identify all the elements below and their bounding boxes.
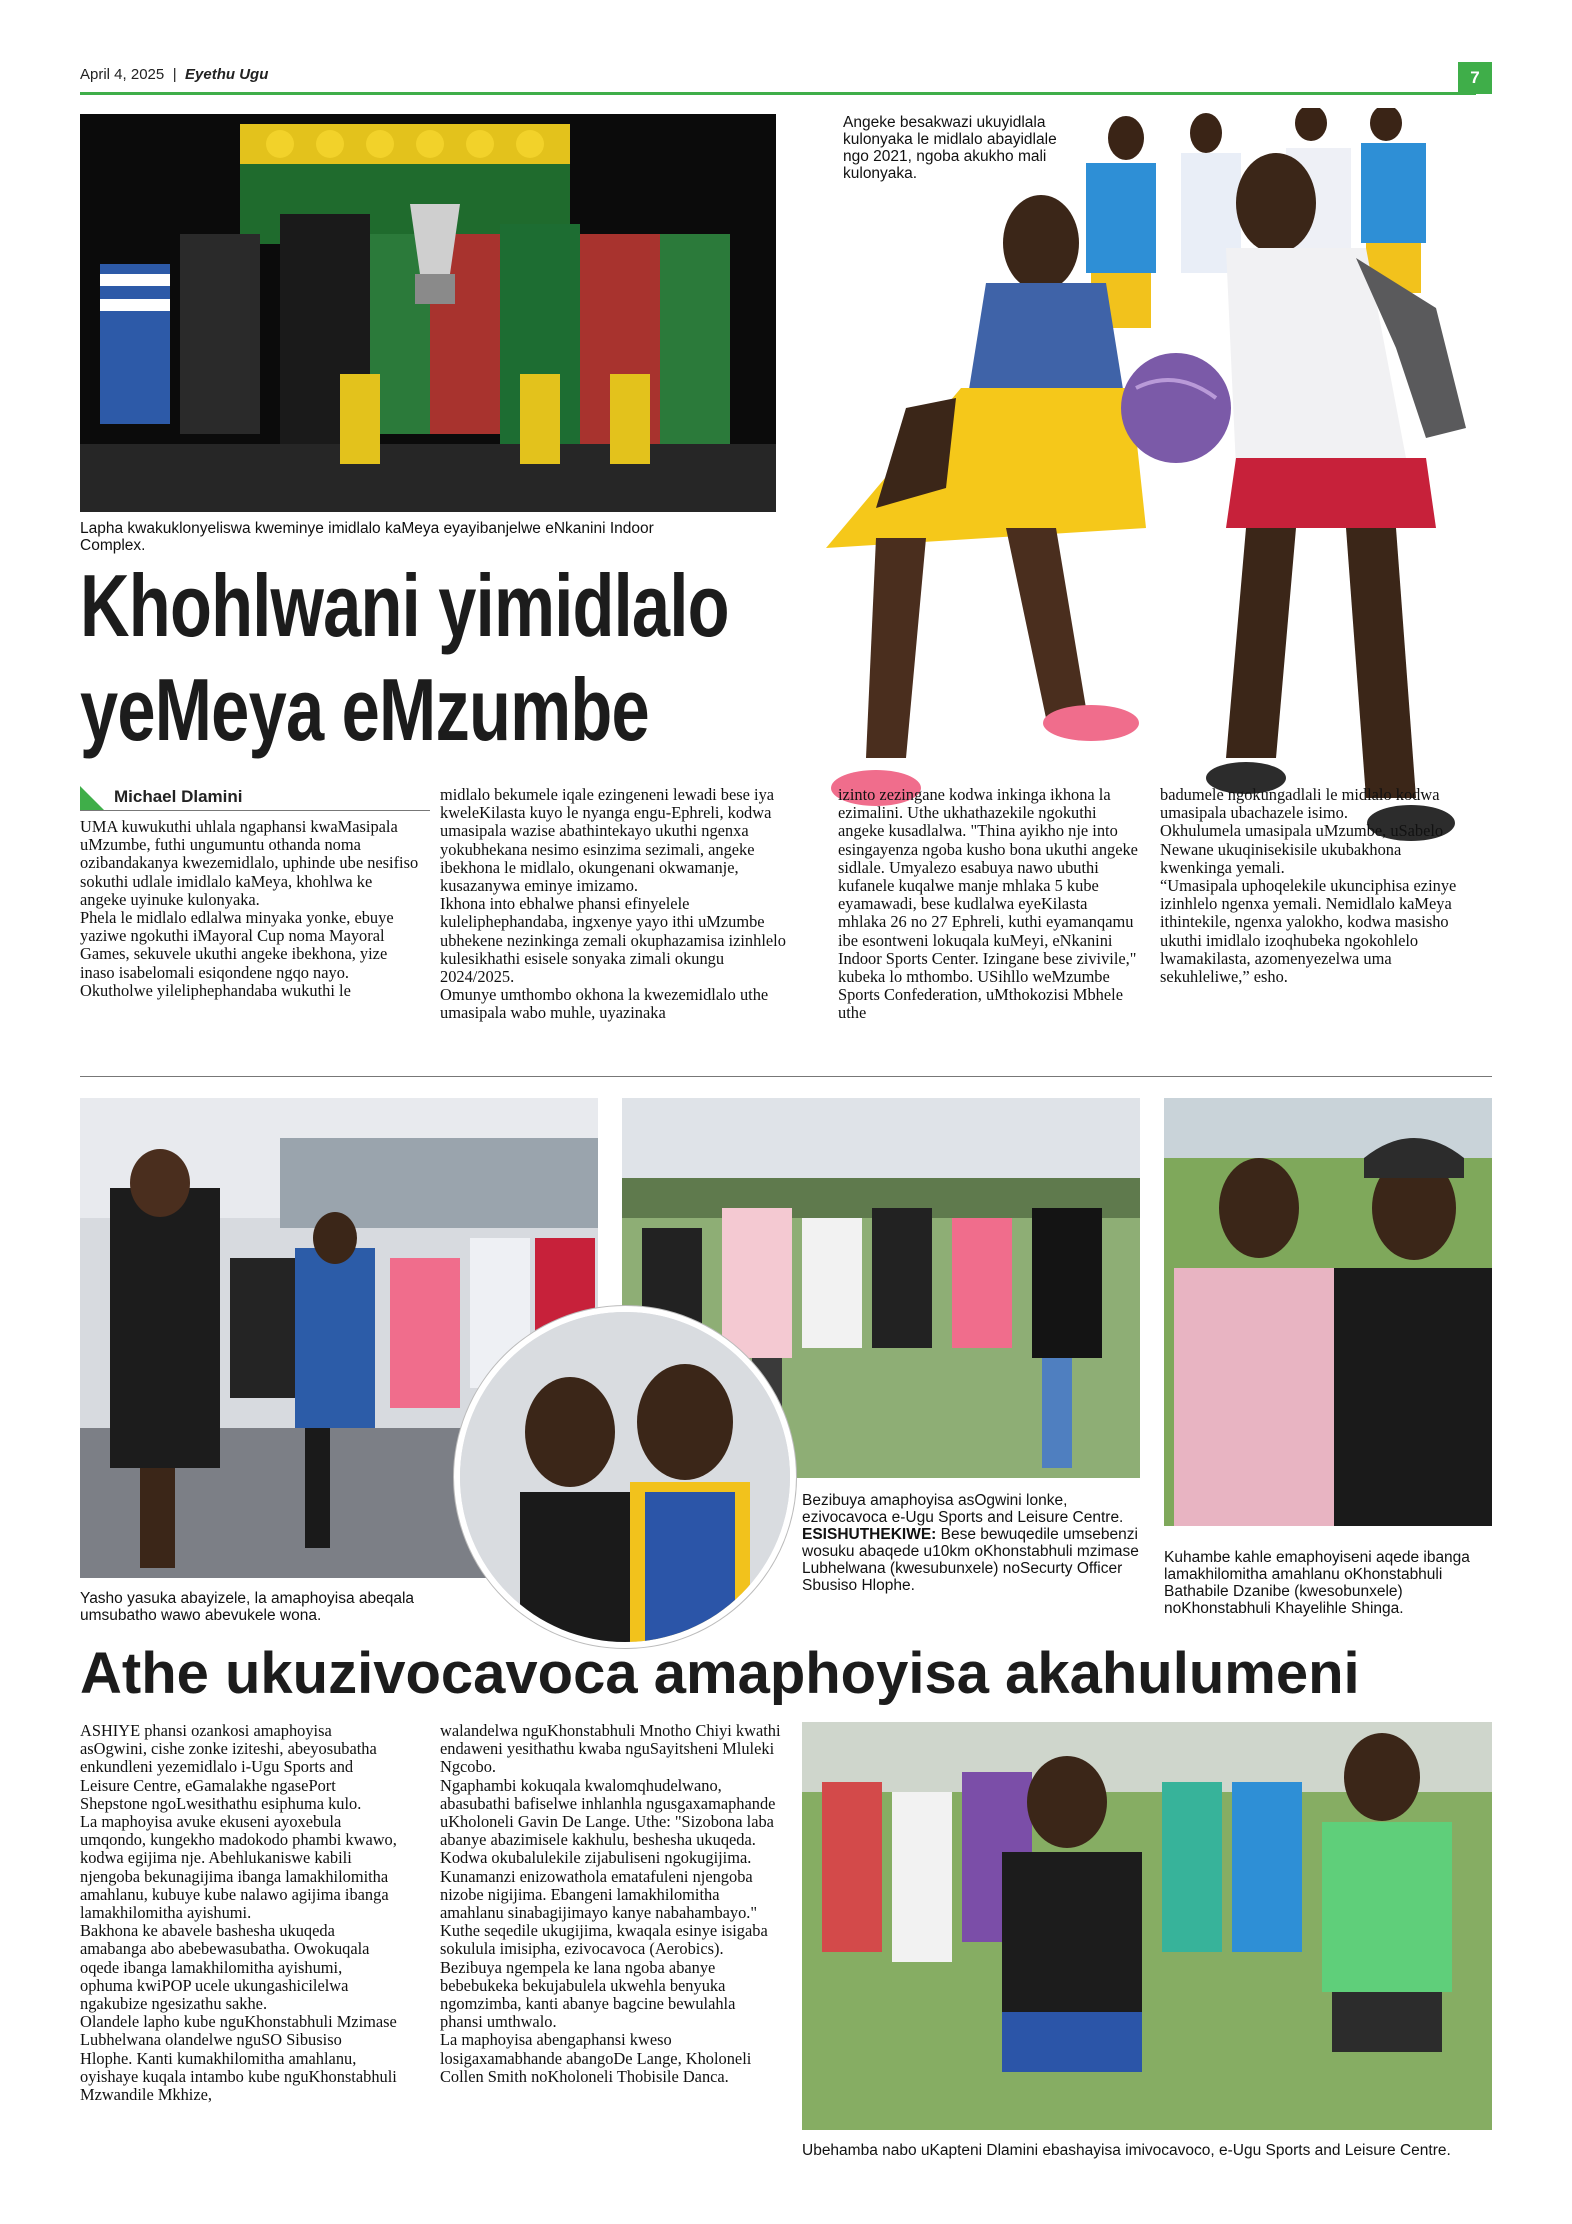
captain-aerobics-photo — [802, 1722, 1492, 2130]
story1-headline — [80, 554, 798, 762]
aerobics-caption — [802, 1492, 1142, 1594]
captain-aerobics-illustration — [802, 1722, 1492, 2130]
story2-column-1 — [80, 1722, 398, 2104]
story2-col1-para: Bakhona ke abavele bashesha ukuqeda amabanga abo abebewasubatha. Owokuqala oqede ibanga lamakhilomitha ayishumi, ophuma kwiPOP ucele ukungashicilelwa ngakubize ngesizathu sakhe. — [80, 1921, 370, 2014]
netball-photo-illustration — [786, 108, 1492, 868]
story2-col2-para: Kuthe seqedile ukugijima, kwaqala esinye isigaba sokulula imisipha, ezivocavoca (Aerobics). Bezibuya ngempela ke lana ngoba abanye bebebukeka bekujabulela ukwehla benyuka ngomzimba, kanti abanye bagcine bewulahla phansi umthwalo. — [440, 1921, 768, 2032]
issue-date: April 4, 2025 — [80, 66, 165, 83]
page-number-badge — [1458, 62, 1492, 94]
story2-col1-para: ASHIYE phansi ozankosi amaphoyisa asOgwini, cishe zonke iziteshi, abeyosubatha enkundleni yezemidlalo i-Ugu Sports and Leisure Centre, eGamalakhe ngasePort Shepstone ngoLwesithathu esiphuma kulo. — [80, 1721, 377, 1813]
section-divider — [80, 1076, 1492, 1077]
story1-col1-para: Okutholwe yileliphephandaba wukuthi le — [80, 980, 351, 1000]
two-officers-illustration — [1164, 1098, 1492, 1526]
story1-headline-line1: Khohlwani yimidlalo — [80, 556, 729, 655]
story1-column-4 — [1160, 786, 1460, 986]
byline-marker — [80, 786, 104, 810]
two-officers-caption: Kuhambe kahle emaphoyiseni aqede ibanga lamakhilomitha amahlanu oKhonstabhuli Bathabile Dzanibe (kwesobunxele) noKhonstabhuli Khayelihle Shinga. — [1164, 1549, 1470, 1617]
netball-photo — [786, 108, 1492, 868]
aerobics-caption-text: Bezibuya amaphoyisa asOgwini lonke, ezivocavoca e-Ugu Sports and Leisure Centre. — [802, 1492, 1124, 1526]
story2-col2-para: La maphoyisa abengaphansi kweso losigaxamabhande abangoDe Lange, Kholoneli Collen Smith noKholoneli Thobisile Danca. — [440, 2030, 752, 2086]
header-rule — [80, 92, 1476, 95]
police-jog-caption: Yasho yasuka abayizele, la amaphoyisa abeqala umsubatho wawo abevukele wona. — [80, 1590, 415, 1624]
inset-portrait-illustration — [460, 1312, 790, 1642]
header-separator: | — [172, 66, 177, 83]
netball-photo-caption: Angeke besakwazi ukuyidlala kulonyaka le midlalo abayidlale ngo 2021, ngoba akukho mali kulonyaka. — [843, 114, 1083, 182]
story1-col3-para: izinto zezingane kodwa inkinga ikhona la ezimalini. Uthe ukhathazekile ngokuthi angeke kusadlalwa. "Thina ayikho nje into esingayenza ngoba kusho bona ukuthi angeke sidlale. Umyalezo esabuya nawo ubuthi kufanele kuqalwe manje mhlaka 5 kube eyamawadi, bese kudlalwa eyeKilasta mhlaka 26 no 27 Ephreli, kuthi eyamanqamu ibe esontweni lokuqala kuMeyi, eNkanini Indoor Sports Center. Izingane bese zivivile," kubeka lo mthombo. USihllo weMzumbe Sports Confederation, uMthokozisi Mbhele uthe — [838, 785, 1138, 1023]
story1-col1-para: UMA kuwukuthi uhlala ngaphansi kwaMasipala uMzumbe, futhi ungumuntu othanda noma ozibandakanya kwezemidlalo, uphinde ube nesifiso sokuthi udlale imidlalo kaMeya, khohlwa ke angeke uyinuke kulonyaka. — [80, 817, 419, 909]
story2-col1-para: La maphoyisa avuke ekuseni ayoxebula umqondo, kungekho madokodo phambi kwawo, kodwa egijima nje. Abehlukaniswe kabili njengoba bekunagijima ibanga lamakhilomitha amahlanu, kubuye kube nalawo agijima ibanga lamakhilomitha ayishumi. — [80, 1812, 397, 1923]
story1-col2-para: Ikhona into ebhalwe phansi efinyelele kuleliphephandaba, ingxenye yayo ithi uMzumbe ubhekene nezinkinga zemali okuphazamisa izinhlelo kulesikhathi esisele sonyaka zimali okungu 2024/2025. — [440, 894, 786, 987]
story2-col1-para: Olandele lapho kube nguKhonstabhuli Mzimase Lubhelwana olandelwe nguSO Sibusiso Hlophe. Kanti kumakhilomitha amahlanu, oyishaye kuqala intambo kube nguKhonstabhuli Mzwandile Mkhize, — [80, 2012, 397, 2105]
story1-col1-para: Phela le midlalo edlalwa minyaka yonke, ebuye yaziwe ngokuthi iMayoral Cup noma Mayoral Games, sekuvele ukuthi angeke ibekhona, yize inaso isabelomali esiqondene ngqo nayo. — [80, 908, 394, 982]
inset-portrait-circle — [454, 1306, 796, 1648]
page-header — [80, 66, 1492, 94]
byline: Michael Dlamini — [114, 787, 243, 806]
story2-column-2 — [440, 1722, 782, 2086]
story2-col2-para: walandelwa nguKhonstabhuli Mnotho Chiyi kwathi endaweni yesithathu kwaba nguSayitsheni Mluleki Ngcobo. — [440, 1721, 781, 1777]
publication-name: Eyethu Ugu — [185, 66, 269, 83]
captain-aerobics-caption: Ubehamba nabo uKapteni Dlamini ebashayisa imivocavoco, e-Ugu Sports and Leisure Centre. — [802, 2142, 1451, 2159]
story1-col2-para: Omunye umthombo okhona la kwezemidlalo uthe umasipala wabo muhle, uyazinaka — [440, 985, 769, 1023]
trophy-photo-caption: Lapha kwakuklonyeliswa kweminye imidlalo kaMeya eyayibanjelwe eNkanini Indoor Complex. — [80, 520, 654, 554]
aerobics-caption-text2: Bese bewuqedile umsebenzi wosuku abaqede u10km oKhonstabhuli mzimase Lubhelwana (kwesubunxele) noSecurty Officer Sbusiso Hlophe. — [802, 1526, 1139, 1594]
trophy-presentation-photo — [80, 114, 776, 512]
story1-headline-line2: yeMeya eMzumbe — [80, 660, 649, 759]
page-number: 7 — [1470, 68, 1480, 87]
story1-col4-para: “Umasipala uphoqelekile ukunciphisa ezinye izinhlelo ngenxa yemali. Nemidlalo kaMeya ithintekile, ngenxa yalokho, kodwa masisho ukuthi imidlalo izoqhubeka ngokohlelo lwamakilasta, azomenyezelwa uma sekuhleliwe,” esho. — [1160, 876, 1457, 987]
story1-column-3 — [838, 786, 1138, 1023]
story1-column-1 — [80, 818, 422, 1000]
story1-col2-para: midlalo bekumele iqale ezingeneni lewadi bese iya kweleKilasta kuyo le nyanga engu-Ephreli, kodwa umasipala wazise abathintekayo ukuthi ngenxa yokubhekana nesimo esinzima sezimali, angeke ibekhona le midlalo, okungenani okwamanje, kusazanywa eminye imizamo. — [440, 785, 775, 896]
story2-col2-para: Ngaphambi kokuqala kwalomqhudelwano, abasubathi bafiselwe inhlanhla ngusgaxamaphande uKholoneli Gavin De Lange. Uthe: "Sizobona laba abanye abazimisele kakhulu, beshesha ukuqeda. Kodwa okubalulekile zijabuliseni ngokugijima. Kunamanzi enizowathola ematafuleni njengoba nizobe nigijima. Ebangeni lamakhilomitha amahlanu sinabagijimayo kanye nabahambayo." — [440, 1775, 776, 1923]
aerobics-caption-label: ESISHUTHEKIWE: — [802, 1526, 937, 1543]
story1-col4-para: badumele ngokungadlali le midlalo kodwa umasipala ubachazele isimo. — [1160, 785, 1440, 823]
story2-headline: Athe ukuzivocavoca amaphoyisa akahulumeni — [80, 1641, 1360, 1706]
two-officers-photo — [1164, 1098, 1492, 1526]
trophy-photo-illustration — [80, 114, 776, 512]
story1-col4-para: Okhulumela umasipala uMzumbe, uSabelo Newane ukuqinisekisile ukubakhona kwenkinga yemali. — [1160, 821, 1444, 877]
story1-column-2 — [440, 786, 800, 1023]
byline-rule — [80, 810, 430, 811]
